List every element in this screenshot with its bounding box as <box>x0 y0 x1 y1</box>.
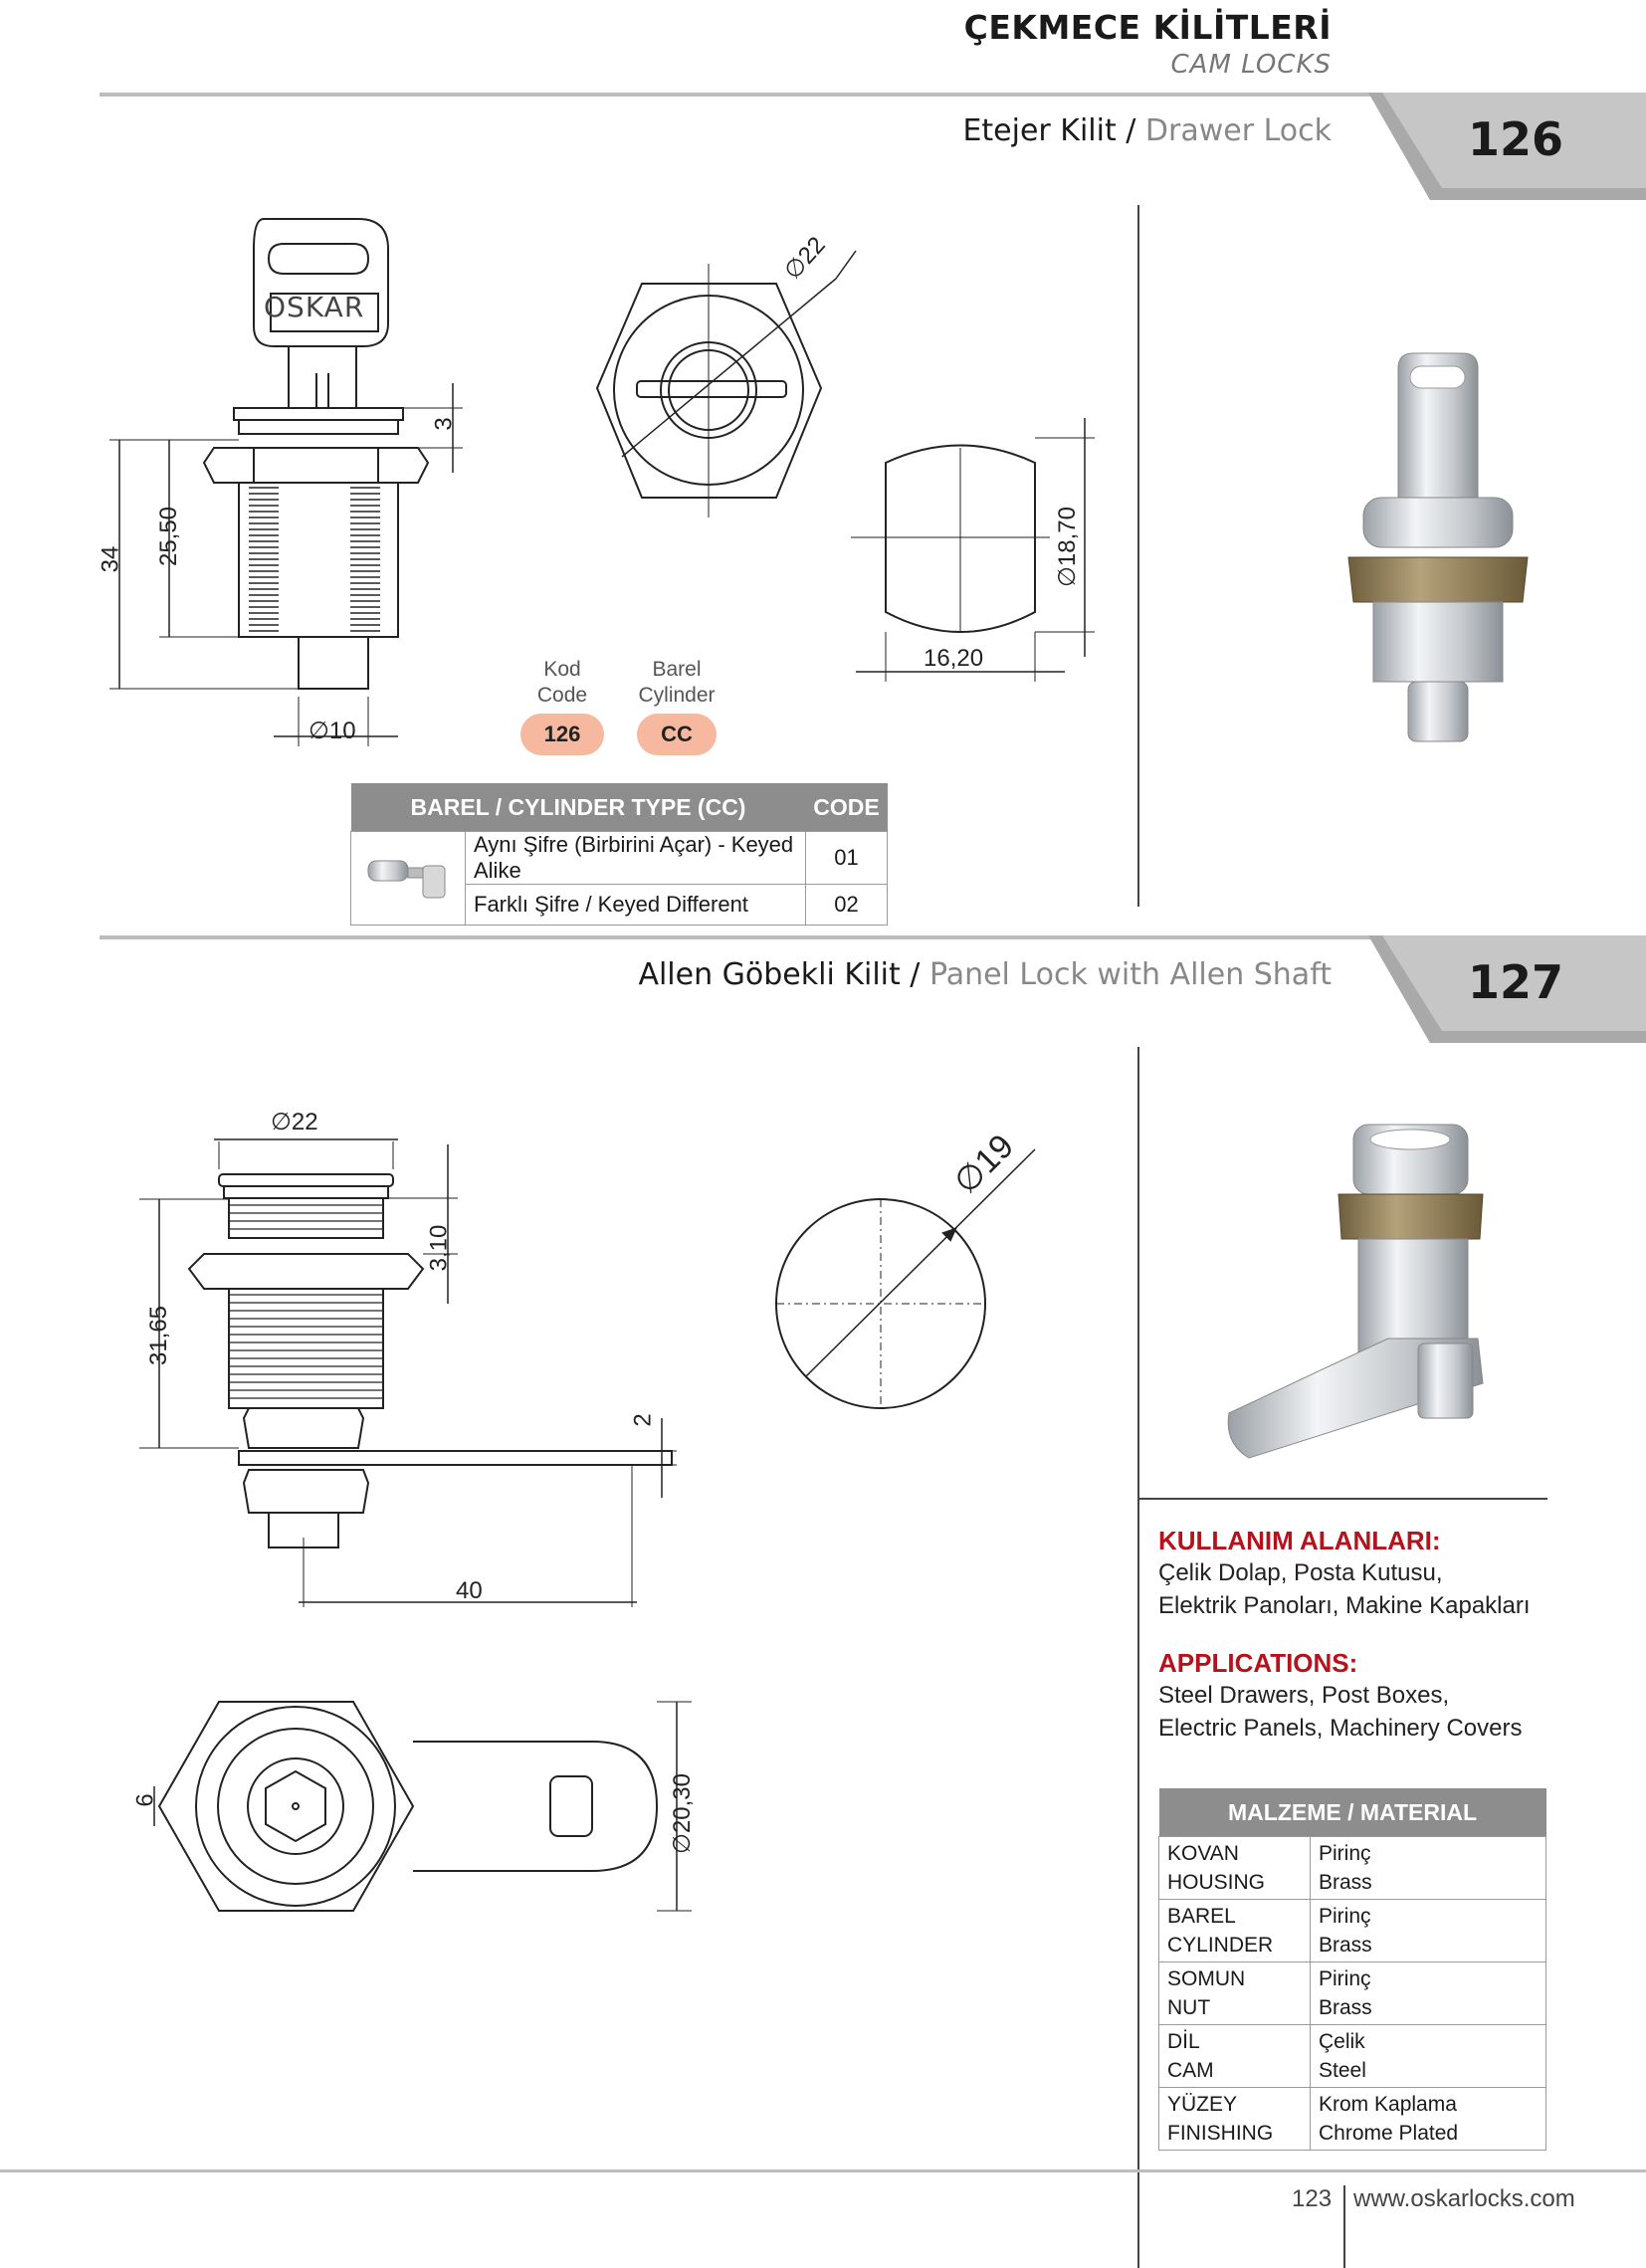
product-image-126 <box>1348 348 1538 751</box>
table-row <box>1159 1837 1546 1900</box>
dim-16-20: 16,20 <box>924 645 984 672</box>
table-row <box>1159 2088 1546 2151</box>
title-tr-127: Allen Göbekli Kilit <box>638 957 901 992</box>
product-image-127 <box>1219 1115 1518 1463</box>
cylinder-row-code: 02 <box>806 885 888 926</box>
material-part <box>1159 2088 1311 2151</box>
part-en: FINISHING <box>1167 2122 1274 2145</box>
part-tr: BAREL <box>1167 1905 1236 1928</box>
dim-2: 2 <box>629 1413 657 1427</box>
vertical-divider-127 <box>1137 1047 1139 2268</box>
cylinder-row-desc: Farklı Şifre / Keyed Different <box>466 885 806 926</box>
barrel-value-pill: CC <box>637 714 717 755</box>
cylinder-table-header-type: BAREL / CYLINDER TYPE (CC) <box>351 783 806 832</box>
material-part <box>1159 2025 1311 2088</box>
dim-d22-127: ∅22 <box>271 1109 318 1135</box>
table-row <box>351 832 888 885</box>
mat-tr: Çelik <box>1319 2030 1365 2053</box>
table-row <box>1159 1962 1546 2025</box>
dim-3: 3 <box>430 417 458 431</box>
section-title-127 <box>436 957 1332 992</box>
horizontal-divider-apps <box>1139 1498 1547 1500</box>
cylinder-row-desc: Aynı Şifre (Birbirini Açar) - Keyed Alike <box>466 832 806 885</box>
mat-en: Brass <box>1319 1871 1372 1894</box>
section-number-127: 127 <box>1468 955 1564 1009</box>
footer-rule <box>0 2169 1646 2172</box>
dim-d10: ∅10 <box>309 718 356 744</box>
title-en-127: Panel Lock with Allen Shaft <box>928 957 1332 992</box>
title-tr-126: Etejer Kilit <box>962 113 1117 148</box>
part-tr: DİL <box>1167 2030 1200 2053</box>
dim-31-65: 31,65 <box>145 1305 173 1366</box>
title-en-126: Drawer Lock <box>1144 113 1332 148</box>
part-en: NUT <box>1167 1996 1211 2019</box>
barrel-label: Barel Cylinder <box>638 658 716 707</box>
dim-d20-30: ∅20,30 <box>668 1773 696 1854</box>
table-row <box>1159 1900 1546 1962</box>
material-value <box>1311 2025 1546 2088</box>
dim-25-50: 25,50 <box>155 506 183 567</box>
mat-en: Brass <box>1319 1934 1372 1957</box>
drawing-127-front-view <box>139 1687 697 1936</box>
dim-d18-70: ∅18,70 <box>1053 507 1081 587</box>
dim-6: 6 <box>131 1793 159 1807</box>
title-sep-127: / <box>900 957 929 992</box>
cylinder-type-table <box>350 783 888 926</box>
page-subtitle: CAM LOCKS <box>1170 50 1332 80</box>
applications-heading-en: APPLICATIONS: <box>1158 1648 1358 1678</box>
part-tr: KOVAN <box>1167 1842 1239 1865</box>
section-rule-126 <box>100 93 1373 97</box>
applications-text-tr-2: Elektrik Panoları, Makine Kapakları <box>1158 1592 1531 1619</box>
mat-tr: Pirinç <box>1319 1967 1371 1990</box>
section-title-126 <box>436 113 1332 148</box>
part-tr: SOMUN <box>1167 1967 1246 1990</box>
vertical-divider-126 <box>1137 205 1139 907</box>
dim-34: 34 <box>97 545 124 573</box>
drawing-127-side-view <box>139 1120 677 1617</box>
section-number-126: 126 <box>1468 112 1564 166</box>
mat-en: Chrome Plated <box>1319 2122 1459 2145</box>
page-number: 123 <box>1292 2185 1333 2212</box>
key-thumbnail-cell <box>351 832 466 926</box>
key-thumbnail-image <box>363 846 453 906</box>
cylinder-table-header-code: CODE <box>806 783 888 832</box>
part-tr: YÜZEY <box>1167 2093 1238 2116</box>
code-value-pill: 126 <box>520 714 604 755</box>
dim-d22-126: ∅22 <box>778 231 831 286</box>
material-value <box>1311 1837 1546 1900</box>
cylinder-row-code: 01 <box>806 832 888 885</box>
material-value <box>1311 1962 1546 2025</box>
mat-tr: Pirinç <box>1319 1905 1371 1928</box>
dim-d19: ∅19 <box>946 1127 1021 1202</box>
material-value <box>1311 2088 1546 2151</box>
drawing-126-front-view <box>582 239 861 517</box>
section-rule-127 <box>100 935 1373 939</box>
part-en: CAM <box>1167 2059 1214 2082</box>
mat-tr: Krom Kaplama <box>1319 2093 1457 2116</box>
mat-tr: Pirinç <box>1319 1842 1371 1865</box>
applications-text-en-2: Electric Panels, Machinery Covers <box>1158 1715 1523 1742</box>
title-sep-126: / <box>1116 113 1145 148</box>
part-en: CYLINDER <box>1167 1934 1274 1957</box>
page-title: ÇEKMECE KİLİTLERİ <box>963 8 1332 47</box>
mat-en: Steel <box>1319 2059 1366 2082</box>
website-link[interactable]: www.oskarlocks.com <box>1353 2185 1575 2212</box>
material-part <box>1159 1962 1311 2025</box>
material-part <box>1159 1837 1311 1900</box>
applications-text-en-1: Steel Drawers, Post Boxes, <box>1158 1682 1450 1709</box>
mat-en: Brass <box>1319 1996 1372 2019</box>
material-value <box>1311 1900 1546 1962</box>
code-label: Kod Code <box>536 658 588 707</box>
material-table-header: MALZEME / MATERIAL <box>1159 1788 1546 1837</box>
dim-3-10: 3,10 <box>425 1224 453 1272</box>
key-brand-label: OSKAR <box>264 291 365 323</box>
material-part <box>1159 1900 1311 1962</box>
applications-heading-tr: KULLANIM ALANLARI: <box>1158 1526 1441 1555</box>
footer-divider <box>1343 2185 1345 2268</box>
table-row <box>1159 2025 1546 2088</box>
part-en: HOUSING <box>1167 1871 1266 1894</box>
dim-40: 40 <box>456 1577 483 1604</box>
applications-text-tr-1: Çelik Dolap, Posta Kutusu, <box>1158 1559 1443 1586</box>
material-table <box>1158 1788 1546 2151</box>
applications-block <box>1158 1526 1626 1745</box>
